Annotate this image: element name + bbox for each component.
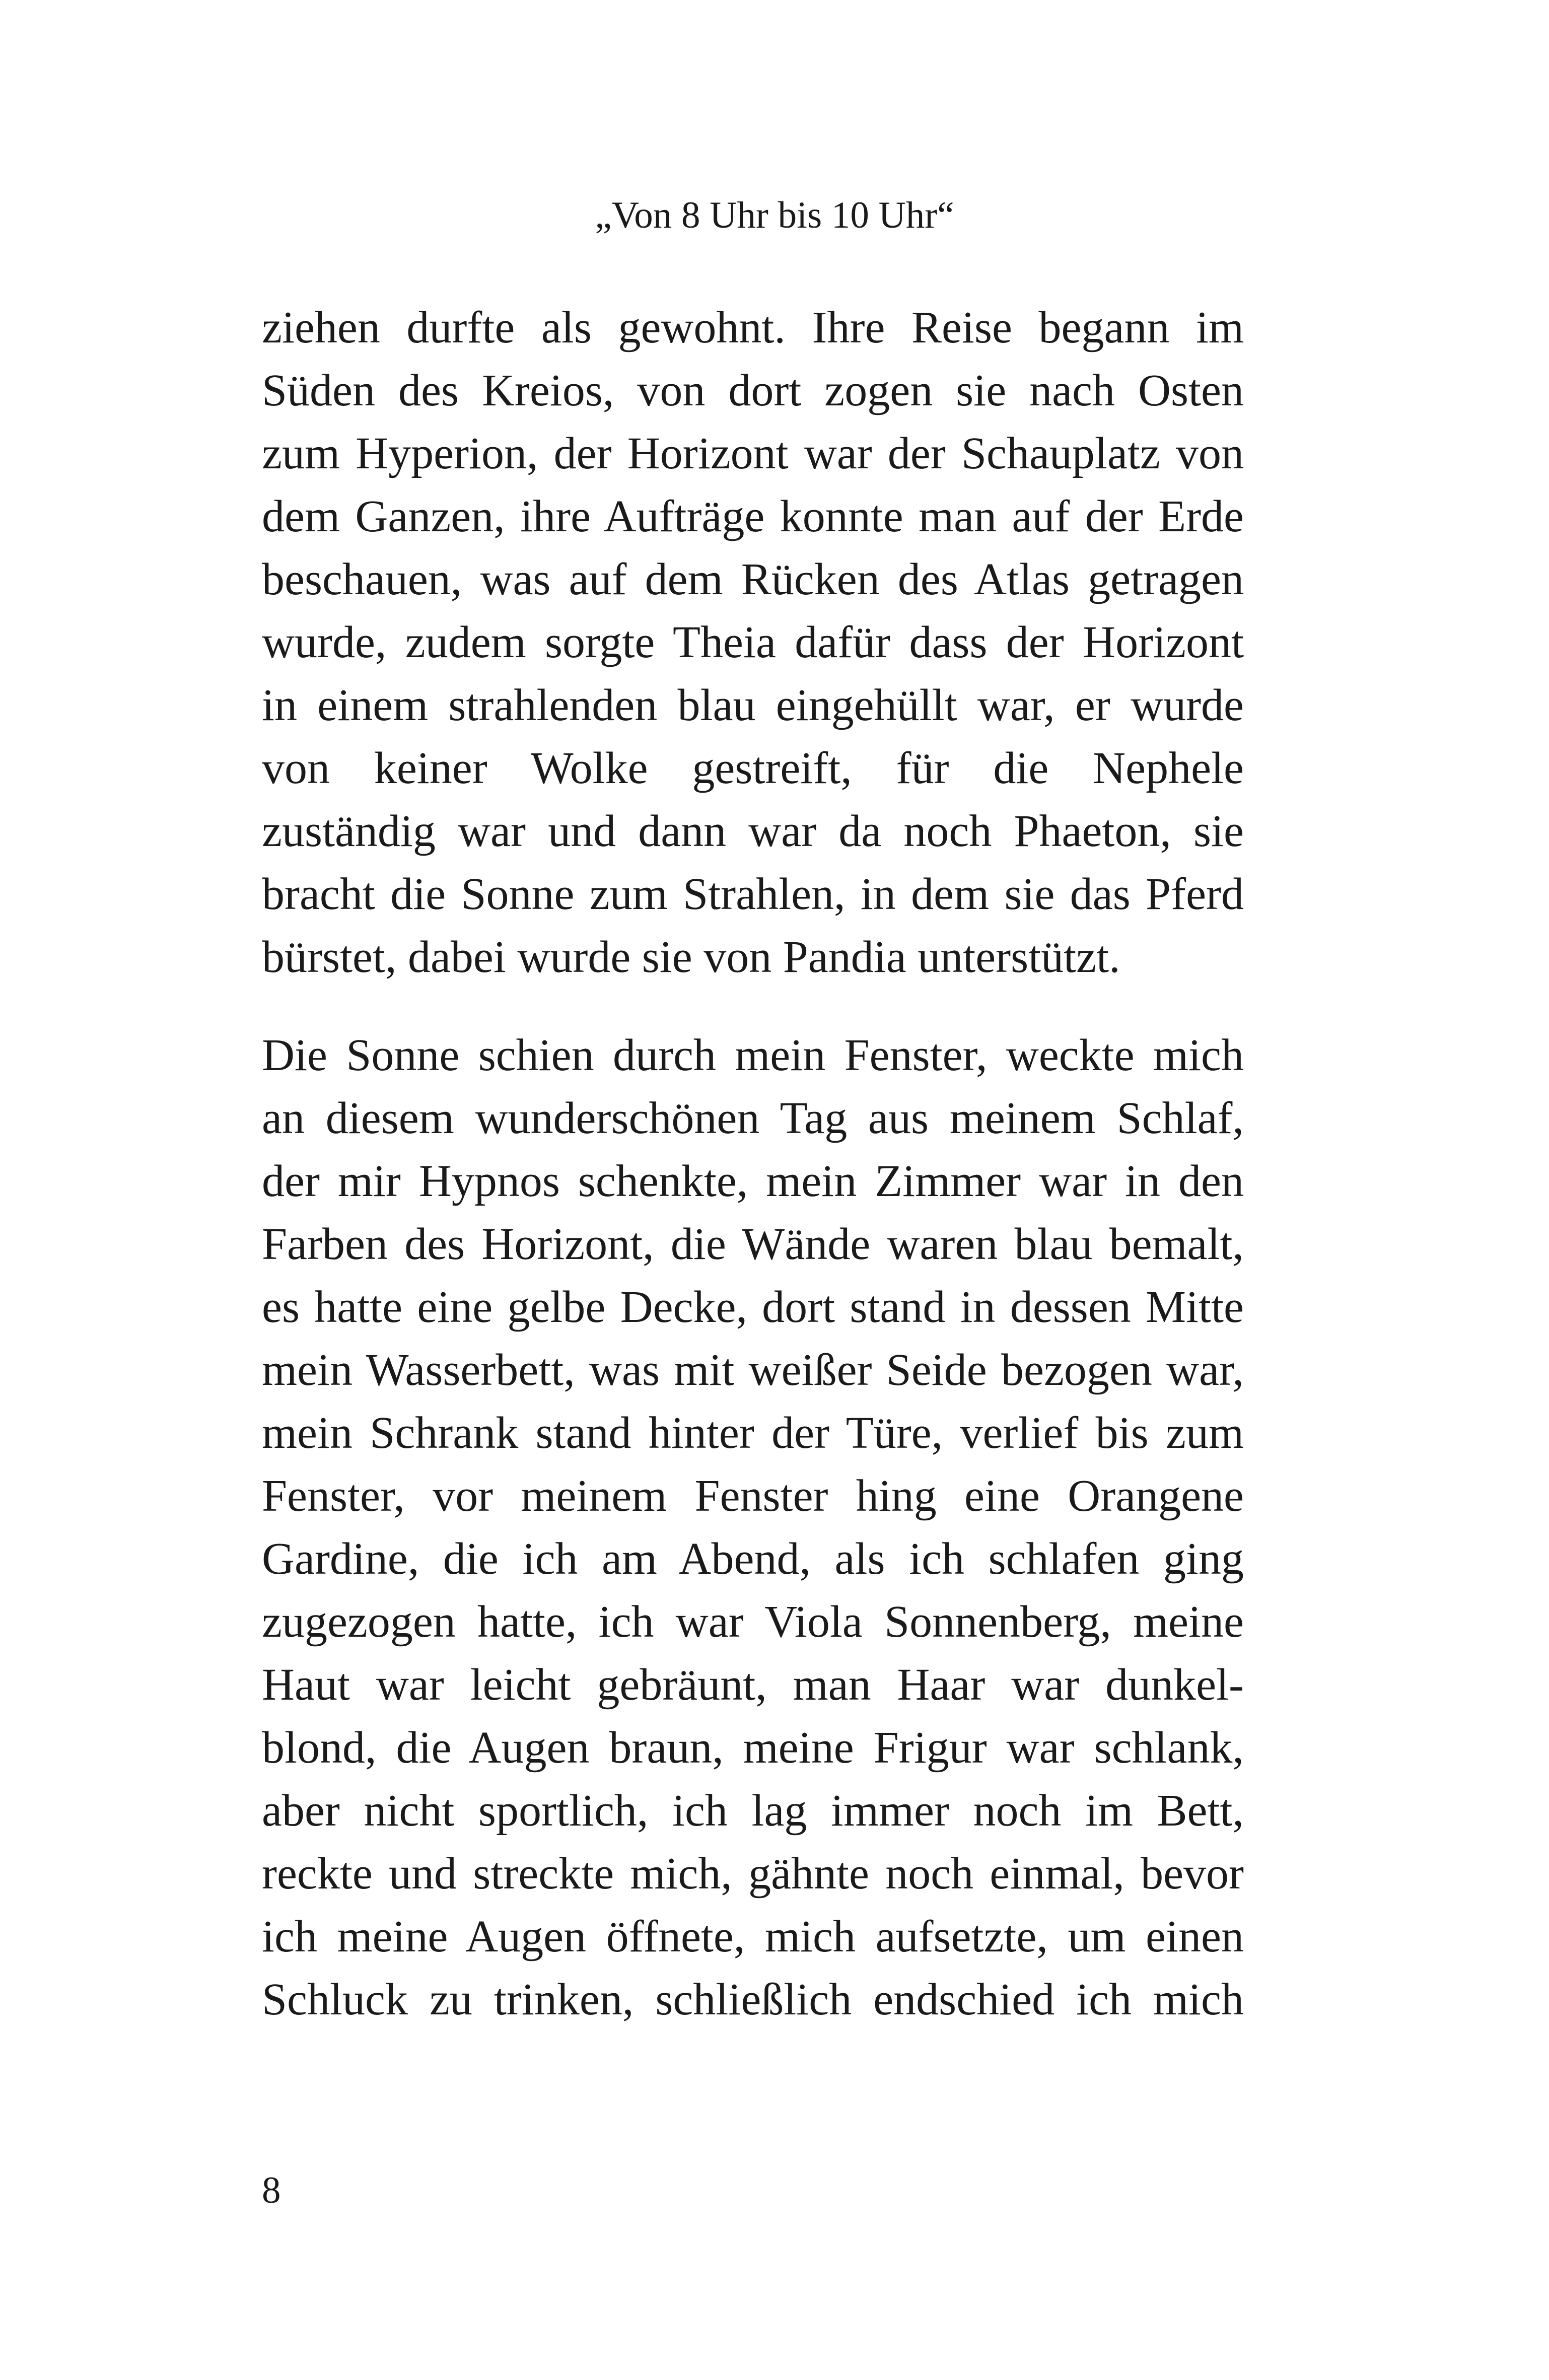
text-line: bürstet, dabei wurde sie von Pandia unterstützt. [262,932,1120,982]
text-line: der mir Hypnos schenkte, mein Zimmer war in den [262,1156,1244,1206]
running-header: „Von 8 Uhr bis 10 Uhr“ [595,194,954,236]
text-line: Haut war leicht gebräunt, man Haar war dunkel- [262,1660,1244,1710]
text-line: mein Schrank stand hinter der Türe, verlief bis zum [262,1408,1244,1458]
text-line: von keiner Wolke gestreift, für die Nephele [262,743,1244,793]
text-line: reckte und streckte mich, gähnte noch einmal, bevor [262,1849,1244,1899]
text-line: Süden des Kreios, von dort zogen sie nach Osten [262,366,1244,415]
text-line: aber nicht sportlich, ich lag immer noch im Bett, [262,1786,1244,1836]
text-line: Schluck zu trinken, schließlich endschied ich mich [262,1975,1244,2024]
text-line: es hatte eine gelbe Decke, dort stand in dessen Mitte [262,1282,1244,1332]
text-line: an diesem wunderschönen Tag aus meinem Schlaf, [262,1093,1244,1143]
page-number: 8 [262,2169,281,2211]
text-line: Die Sonne schien durch mein Fenster, weckte mich [262,1030,1244,1080]
text-line: zum Hyperion, der Horizont war der Schauplatz von [262,429,1244,478]
text-line: in einem strahlenden blau eingehüllt war, er wurde [262,680,1244,730]
text-line: Gardine, die ich am Abend, als ich schlafen ging [262,1534,1244,1584]
paragraph-gap [262,989,1244,1024]
text-line: mein Wasserbett, was mit weißer Seide bezogen war, [262,1345,1244,1395]
text-line: Farben des Horizont, die Wände waren blau bemalt, [262,1219,1244,1269]
paragraph-1 [262,296,1244,989]
text-line: Fenster, vor meinem Fenster hing eine Orangene [262,1471,1244,1521]
text-line: zugezogen hatte, ich war Viola Sonnenberg, meine [262,1597,1244,1647]
text-line: zuständig war und dann war da noch Phaeton, sie [262,806,1244,856]
text-line: ziehen durfte als gewohnt. Ihre Reise begann im [262,303,1244,353]
body-text [262,296,1244,2031]
text-line: bracht die Sonne zum Strahlen, in dem sie das Pferd [262,869,1244,919]
text-line: dem Ganzen, ihre Aufträge konnte man auf der Erde [262,492,1244,541]
paragraph-2 [262,1024,1244,2031]
text-line: ich meine Augen öffnete, mich aufsetzte, um einen [262,1912,1244,1962]
text-line: beschauen, was auf dem Rücken des Atlas getragen [262,554,1244,604]
text-line: wurde, zudem sorgte Theia dafür dass der Horizont [262,617,1244,667]
text-line: blond, die Augen braun, meine Frigur war schlank, [262,1723,1244,1773]
